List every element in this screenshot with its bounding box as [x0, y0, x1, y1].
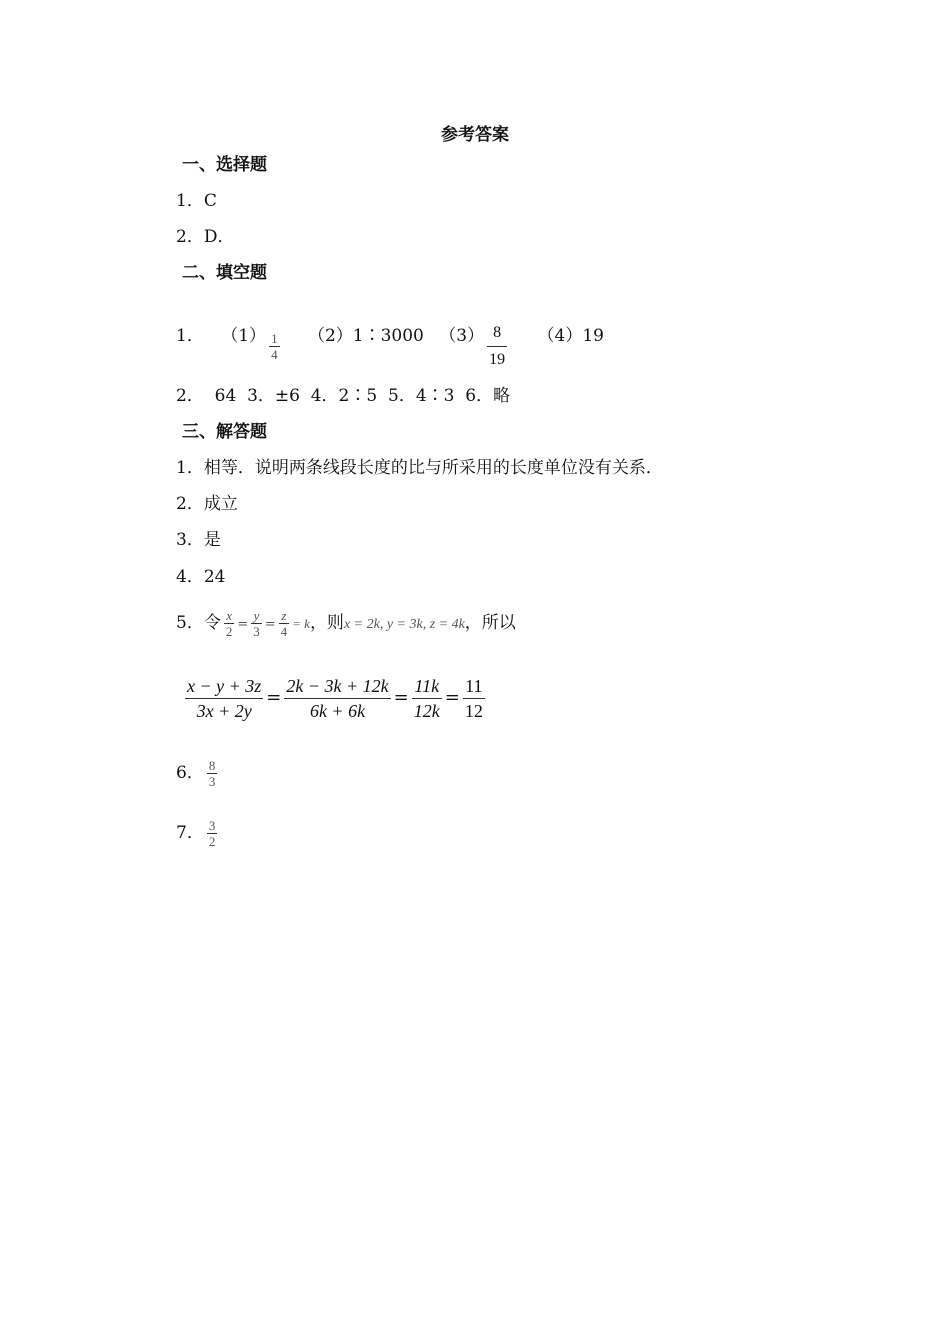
fill-q1-prefix: 1． [176, 326, 204, 346]
answer-5 [176, 605, 516, 641]
choice-answer-1: 1．C [176, 191, 217, 211]
fraction-numerator: y [251, 608, 262, 624]
fraction-denominator: 4 [280, 624, 288, 639]
fraction-numerator: x [224, 608, 235, 624]
fraction-numerator: x − y + 3z [185, 674, 263, 699]
fraction-denominator: 6k + 6k [309, 701, 366, 721]
fraction-denominator: 19 [489, 351, 506, 368]
answer-5-prefix: 5．令 [176, 613, 221, 633]
equals-sign: = [237, 617, 249, 632]
fraction-numerator: 11k [412, 674, 442, 699]
fill-q1-part4: （4）19 [537, 326, 604, 346]
equals-sign: = [264, 617, 276, 632]
answer-7-prefix: 7． [176, 823, 204, 843]
fraction-substituted [284, 674, 390, 723]
fill-q1-part3-label: （3） [439, 326, 485, 346]
fraction-simplified [412, 674, 442, 723]
answer-7 [176, 813, 220, 853]
fraction-denominator: 3x + 2y [196, 701, 252, 721]
fraction-3-2 [207, 818, 218, 849]
fraction-result [463, 674, 485, 723]
fraction-8-19 [487, 320, 507, 373]
answer-3: 3．是 [176, 530, 221, 550]
fill-answer-1 [176, 310, 604, 368]
answer-6-prefix: 6． [176, 763, 204, 783]
fraction-numerator: 3 [208, 818, 216, 833]
answer-5-equation [182, 673, 488, 723]
equals-sign: = [266, 687, 282, 708]
fraction-numerator: z [279, 608, 290, 624]
equals-sign: = [444, 687, 460, 708]
fraction-numerator: 8 [487, 320, 507, 347]
section-heading-answer: 三、解答题 [182, 422, 267, 442]
section-heading-fill: 二、填空题 [182, 263, 267, 283]
fraction-denominator: 2 [225, 624, 233, 639]
answer-5-substitution: x = 2k, y = 3k, z = 4k [343, 617, 465, 632]
fraction-denominator: 4 [271, 347, 278, 362]
fill-answer-2-6: 2． 64 3．±6 4．2∶5 5．4∶3 6．略 [176, 386, 511, 406]
page-title: 参考答案 [441, 125, 509, 145]
fraction-8-3 [207, 758, 218, 789]
choice-answer-2: 2．D． [176, 227, 235, 247]
fraction-expression [185, 674, 263, 723]
fraction-numerator: 8 [208, 758, 216, 773]
fraction-numerator: 2k − 3k + 12k [284, 674, 390, 699]
answer-4: 4．24 [176, 567, 226, 587]
fraction-numerator: 11 [463, 674, 485, 699]
fraction-denominator: 12 [464, 701, 483, 721]
fraction-denominator: 2 [208, 834, 216, 849]
section-heading-choice: 一、选择题 [182, 155, 267, 175]
fill-q1-part2: （2）1∶3000 [307, 326, 424, 346]
fraction-z-4 [279, 608, 290, 639]
fraction-y-3 [251, 608, 262, 639]
fraction-1-4 [269, 331, 280, 362]
equals-k: = k [292, 616, 310, 631]
answer-5-then: ，则 [309, 613, 344, 633]
answer-5-therefore: ，所以 [464, 613, 516, 633]
fraction-denominator: 12k [413, 701, 440, 721]
answer-1: 1．相等．说明两条线段长度的比与所采用的长度单位没有关系． [176, 458, 663, 478]
answer-6 [176, 753, 220, 793]
fraction-denominator: 3 [253, 624, 260, 639]
answer-2: 2．成立 [176, 494, 238, 514]
fill-q1-part1-label: （1） [221, 326, 267, 346]
fraction-denominator: 3 [208, 774, 216, 789]
equals-sign: = [393, 687, 409, 708]
fraction-numerator: 1 [271, 331, 278, 346]
fraction-x-2 [224, 608, 235, 639]
